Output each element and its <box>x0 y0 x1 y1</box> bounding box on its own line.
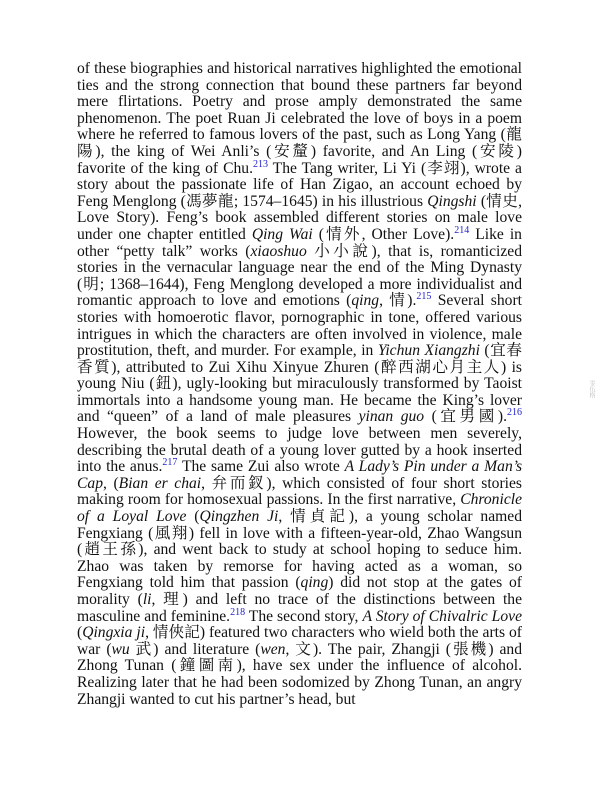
text-run: , ( <box>103 474 119 492</box>
italic-text: wen <box>260 640 286 658</box>
text-run: ( <box>77 624 83 642</box>
text-run: The Tang writer, Li Yi (李翊), wrote a story about the passionate life of Han Zigao, an account echoed by Feng Menglong (馮夢龍; 1574–1645) in his illustrious <box>77 159 522 210</box>
body-text <box>77 61 522 708</box>
footnote-marker[interactable]: 215 <box>416 291 432 303</box>
footnote-marker[interactable]: 217 <box>162 457 178 469</box>
text-run: ( <box>186 508 200 526</box>
italic-text: xiaoshuo <box>250 242 307 260</box>
footnote-marker[interactable]: 216 <box>507 407 522 419</box>
italic-text: A Story of Chivalric Love <box>362 607 522 625</box>
italic-text: Chronicle of a Loyal Love <box>77 491 522 526</box>
italic-text: Qingxia ji <box>82 624 146 642</box>
text-run: The second story, <box>245 607 363 625</box>
text-run: , 弁而釵), which consisted of four short stories making room for homosexual passions. In the first narrative, <box>77 474 522 509</box>
footnote-marker[interactable]: 218 <box>230 606 246 618</box>
text-run: , 文). The pair, Zhangji (張機) and Zhong Tunan (鐘圖南), have sex under the influence of alcohol. Realizing later that he had been sodomized by Zhong Tunan, an angry Zhangji wanted to cut his partner’s head, but <box>77 640 522 708</box>
italic-text: Qingshi <box>427 192 477 210</box>
paragraph <box>77 61 522 708</box>
italic-text: Bian er chai <box>118 474 202 492</box>
footnote-marker[interactable]: 213 <box>252 158 268 170</box>
text-run: (情史, Love Story). Feng’s book assembled different stories on male love under one chapter entitled <box>77 192 522 243</box>
text-run: , 情). <box>379 292 417 310</box>
text-run: 小小說), that is, romanticized stories in the vernacular language near the end of the Ming Dynasty (明; 1368–1644), Feng Menglong developed a more individualist and romantic approach to love and emotions ( <box>77 242 522 310</box>
italic-text: Qing Wai <box>251 225 313 243</box>
text-run: , 情俠記) featured two characters who wield both the arts of war ( <box>77 624 522 658</box>
text-run: Like in other “petty talk” works ( <box>77 225 522 260</box>
text-run: However, the book seems to judge love between men severely, describing the brutal death of a young lover gutted by a hook inserted into the anus. <box>77 425 522 476</box>
text-run: The same Zui also wrote <box>177 458 345 476</box>
italic-text: wu <box>111 640 130 658</box>
italic-text: qing <box>300 574 329 592</box>
text-run: , 理) and left no trace of the distinctions between the masculine and feminine. <box>77 591 522 625</box>
text-run: ) did not stop at the gates of morality ( <box>77 574 522 608</box>
italic-text: yinan guo <box>358 408 425 426</box>
italic-text: A Lady’s Pin under a Man’s Cap <box>77 458 523 492</box>
italic-text: li <box>142 591 152 608</box>
italic-text: Yichun Xiangzhi <box>377 342 480 360</box>
text-run: (宜男國). <box>424 408 507 426</box>
text-run: (情外, Other Love). <box>312 225 455 243</box>
text-run: of these biographies and historical narratives highlighted the emotional ties and the strong connection that bound these partners far beyond mere flirtations. Poetry and prose amply demonstrated the same phenomenon. The poet Ruan Ji celebrated the love of boys in a poem where he referred to famous lovers of the past, such as Long Yang (龍陽), the king of Wei Anli’s (安釐) favorite, and An Ling (安陵) favorite of the king of Chu. <box>77 60 522 177</box>
text-run: Several short stories with homoerotic flavor, pornographic in tone, offered various intrigues in which the characters are often involved in violence, male prostitution, theft, and murder. For example, in <box>77 292 522 360</box>
text-run: (宜春香質), attributed to Zui Xihu Xinyue Zhuren (醉西湖心月主人) is young Niu (鈕), ugly-looking but miraculously transformed by Taoist immortals into a handsome young man. He became the King’s lover and “queen” of a land of male pleasures <box>77 342 522 426</box>
italic-text: Qingzhen Ji <box>199 508 279 526</box>
text-run: 武) and literature ( <box>129 640 261 658</box>
footnote-marker[interactable]: 214 <box>454 224 470 236</box>
text-run: , 情貞記), a young scholar named Fengxiang (風翔) fell in love with a fifteen-year-old, Zhao Wangsun (趙王孫), and went back to study at school hoping to seduce him. Zhao was taken by remorse for having acted as a woman, so Fengxiang told him that passion ( <box>77 508 522 592</box>
italic-text: qing <box>351 292 380 310</box>
watermark: 零伍格 <box>588 380 595 398</box>
